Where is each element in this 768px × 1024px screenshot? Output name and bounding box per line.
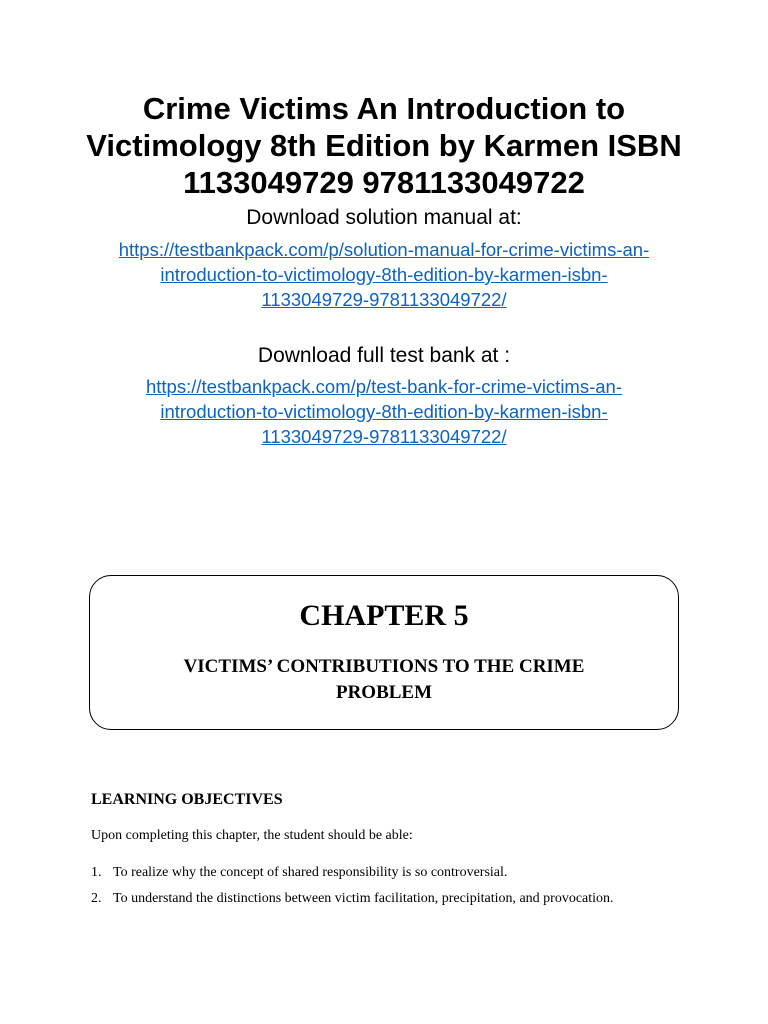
title-line-3: 1133049729 9781133049722	[183, 165, 585, 200]
solution-manual-label: Download solution manual at:	[246, 206, 522, 229]
chapter-subtitle-line-2: PROBLEM	[335, 682, 433, 703]
title-line-2: Victimology 8th Edition by Karmen ISBN	[86, 128, 682, 163]
chapter-title: CHAPTER 5	[299, 599, 469, 632]
list-item	[91, 890, 614, 908]
list-item-number: 2.	[91, 891, 102, 906]
chapter-box	[89, 575, 679, 730]
list-item-text: To understand the distinctions between victim facilitation, precipitation, and provocation.	[113, 891, 614, 906]
test-bank-link-line-3: 1133049729-9781133049722/	[261, 426, 507, 447]
solution-link-line-2: introduction-to-victimology-8th-edition-by-karmen-isbn-	[160, 264, 608, 285]
objectives-list	[91, 864, 614, 916]
test-bank-link-line-1: https://testbankpack.com/p/test-bank-for-crime-victims-an-	[145, 376, 622, 397]
solution-link-line-1: https://testbankpack.com/p/solution-manual-for-crime-victims-an-	[118, 239, 650, 260]
chapter-subtitle	[120, 654, 648, 706]
test-bank-link-line-2: introduction-to-victimology-8th-edition-by-karmen-isbn-	[160, 401, 608, 422]
document-title	[40, 90, 728, 201]
solution-link-line-3: 1133049729-9781133049722/	[261, 289, 507, 310]
list-item	[91, 864, 614, 882]
test-bank-label: Download full test bank at :	[257, 344, 511, 367]
chapter-subtitle-line-1: VICTIMS’ CONTRIBUTIONS TO THE CRIME	[183, 656, 585, 677]
solution-manual-link[interactable]	[60, 237, 708, 312]
objectives-intro: Upon completing this chapter, the student should be able:	[91, 828, 413, 843]
list-item-text: To realize why the concept of shared responsibility is so controversial.	[113, 865, 508, 880]
list-item-number: 1.	[91, 865, 102, 880]
learning-objectives-heading: LEARNING OBJECTIVES	[91, 791, 283, 808]
title-line-1: Crime Victims An Introduction to	[142, 91, 626, 126]
test-bank-link[interactable]	[60, 374, 708, 449]
